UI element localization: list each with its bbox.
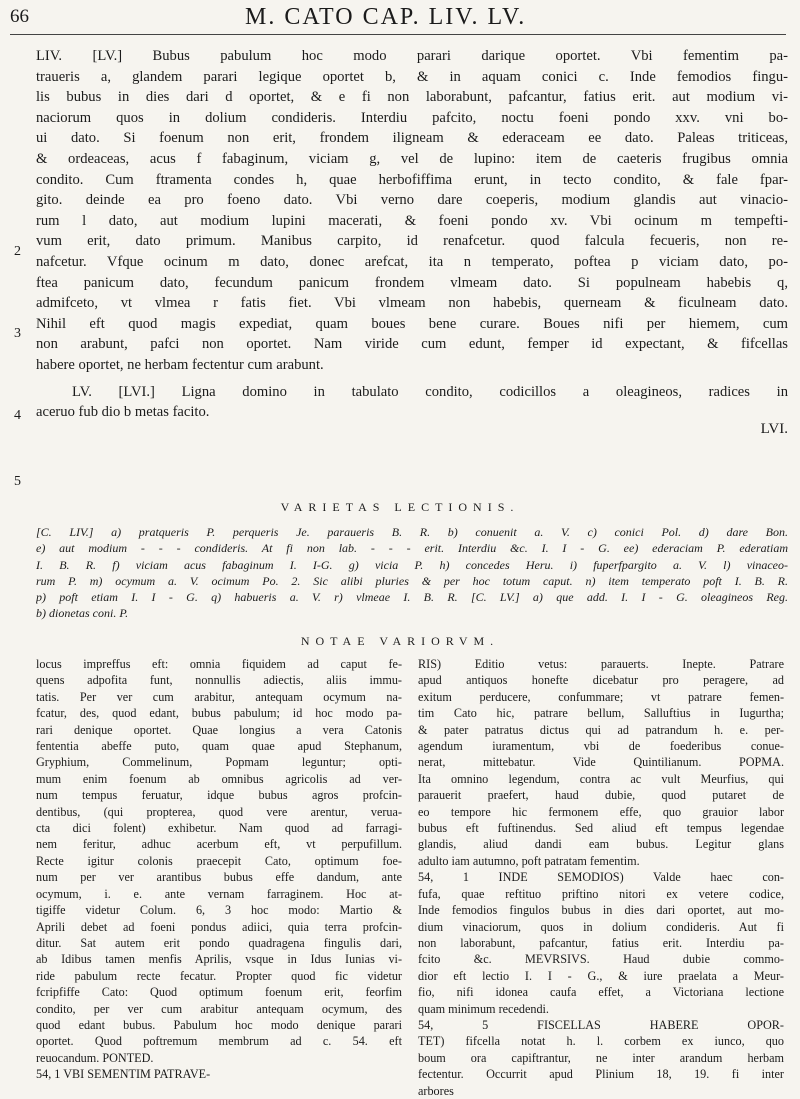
note-line: tim Cato hic, patrare bellum, Salluftius in Iugurtha;: [418, 706, 784, 721]
note-line: 54, 5 FISCELLAS HABERE OPOR-: [418, 1017, 784, 1032]
note-line: glandis, aliud dandi eam bubus. Legitur glans: [418, 837, 784, 852]
text-line: rum l dato, aut modium lupini macerati, & foeni pondo xv. Vbi ocinum m tempefti-: [36, 212, 788, 229]
text-line: admifceto, vt vlmea r fatis fiet. Vbi vlmeam non habebis, querneam & ficulneam dato.: [36, 295, 788, 312]
note-line: ab Idibus tamen menfis Aprilis, vsque in Idus Iunias vi-: [36, 952, 402, 967]
text-line: condito. Cum ftramenta condes h, quae herbofiffima erunt, in tecto condito, & fale fpar-: [36, 171, 788, 188]
notae-left-column: [36, 656, 402, 1083]
note-line: 54, 1 VBI SEMENTIM PATRAVE-: [36, 1067, 211, 1082]
note-line: quens adpofita funt, nonnullis adiectis, aliis immu-: [36, 673, 402, 688]
varia-line: I. B. R. f) viciam acus fabaginum I. I-G. g) vicia P. h) concedes Heru. i) fuperfpargito a. V. l) vinaceo-: [36, 557, 788, 572]
text-line: LV. [LVI.] Ligna domino in tabulato condito, codicillos a oleagineos, radices in: [72, 383, 788, 400]
page-number: 66: [10, 6, 29, 27]
text-line: Nihil eft quod magis expediat, quam boues bene curare. Boues nifi per hiemem, cum: [36, 315, 788, 332]
note-line: RIS) Editio vetus: parauerts. Inepte. Patrare: [418, 657, 784, 671]
note-line: boum ora capiftrantur, ne inter arandum herbam: [418, 1050, 784, 1065]
variae-lectiones: [36, 524, 788, 622]
note-line: num tempus feruatur, idque bubus agros profcin-: [36, 788, 402, 803]
note-line: Ita omnino legendum, contra ac vult Meurfius, qui: [418, 771, 784, 786]
text-line: naciorum quos in dolium condideris. Interdiu pafcito, noctu foeni pondo xxv. vni bo-: [36, 109, 788, 126]
note-line: fcatur, des, quod edant, bubus pabulum; id hoc modo pa-: [36, 706, 402, 721]
note-line: tatis. Per ver cum arabitur, antequam ocymum na-: [36, 689, 402, 704]
note-line: Inde femodios fingulos bubus in dies dari oportet, aut mo-: [418, 903, 784, 918]
note-line: fectentur. Occurrit apud Plinium 18, 19. fi inter: [418, 1067, 784, 1082]
note-line: oportet. Quod poftremum membrum ad c. 54. eft: [36, 1034, 402, 1049]
note-line: fio, nifi idonea caufa effet, a Victoriana lectione: [418, 985, 784, 1000]
text-line: LVI.: [760, 420, 788, 437]
margin-number: 4: [14, 408, 21, 423]
note-line: bubus eft fuftinendus. Sed aliud eft tempus legendae: [418, 821, 784, 836]
note-line: reuocandum. PONTED.: [36, 1050, 154, 1065]
note-line: condito, per ver cum arabitur antequam ocymum, des: [36, 1001, 402, 1016]
text-line: ftea panicum dato, fecundum panicum frondem vlmeam dato. Si populneam habebis q,: [36, 274, 788, 291]
note-line: quam minimum recedendi.: [418, 1001, 549, 1016]
text-line: lis bubus in dies dari d oportet, & e fi non laborabunt, pafcantur, fatius erit. aut modium vi-: [36, 89, 788, 106]
note-line: adulto iam autumno, poft patratam fementim.: [418, 853, 640, 868]
note-line: Recte igitur colonis praecepit Cato, optimum foe-: [36, 853, 402, 868]
text-line: LIV. [LV.] Bubus pabulum hoc modo parari darique oportet. Vbi fementim pa-: [36, 48, 788, 64]
note-line: apud antiquos honefte dicebatur pro peragere, ad: [418, 673, 784, 688]
note-line: non laborabunt, pafcantur, fatius erit. Interdiu pa-: [418, 935, 784, 950]
note-line: locus impreffus eft: omnia fiquidem ad caput fe-: [36, 657, 402, 671]
varia-line: b) dionetas coni. P.: [36, 606, 129, 621]
note-line: Aprili debet ad foeni pondus adiici, quia terra profcin-: [36, 919, 402, 934]
varia-line: [C. LIV.] a) pratqueris P. perqueris Je. paraueris B. R. b) conuenit a. V. c) conici Pol. d) dare Bon.: [36, 525, 788, 539]
note-line: dior eft lectio I. I - G., & iure praelata a Meur-: [418, 968, 784, 983]
note-line: 54, 1 INDE SEMODIOS) Valde haec con-: [418, 870, 784, 885]
note-line: tigiffe videtur Colum. 6, 3 hoc modo: Martio &: [36, 903, 402, 918]
margin-number: 3: [14, 326, 21, 341]
text-line: traueris a, glandem parari legique oportet b, & in aquam conici c. Inde femodios fingu-: [36, 68, 788, 85]
notae-right-column: [418, 656, 784, 1099]
note-line: Gryphium, Commelinum, Popmam leguntur; opti-: [36, 755, 402, 770]
note-line: num per ver arantibus bubus effe dandum, ante: [36, 870, 402, 885]
text-line: vum erit, dato primum. Manibus carpito, id renafcetur. quod falcula fecueris, non re-: [36, 233, 788, 250]
note-line: fententia abeffe puto, quam quae apud Stephanum,: [36, 739, 402, 754]
varia-line: rum P. m) ocymum a. V. ocimum Po. 2. Sic alibi pluries & per hoc totum caput. n) item temperato poft I. B. R.: [36, 573, 788, 588]
note-line: TET) fifcella notat h. l. corbem ex iunco, quo: [418, 1034, 784, 1049]
margin-number: 5: [14, 474, 21, 489]
note-line: dentibus, (qui propterea, quod vere arentur, verua-: [36, 804, 402, 819]
note-line: arbores: [418, 1083, 454, 1098]
note-line: ride pabulum recte fecatur. Propter quod fic videtur: [36, 968, 402, 983]
note-line: ocymum, i. e. ante vernam farraginem. Hoc at-: [36, 886, 402, 901]
varia-line: e) aut modium - - - condideris. At fi non lab. - - - erit. Interdiu &c. I. I - G. ee) ederaciam P. ederatiam: [36, 541, 788, 556]
note-line: quod edant bubus. Pabulum hoc modo denique parari: [36, 1017, 402, 1032]
running-title: M. CATO CAP. LIV. LV.: [245, 4, 527, 30]
text-line: aceruo fub dio b metas facito.: [36, 404, 210, 421]
note-line: fufa, quae reftituo priftino nitori ex vetere codice,: [418, 886, 784, 901]
note-line: agendum iuramentum, vbi de foederibus conue-: [418, 739, 784, 754]
text-line: gito. deinde ea pro foeno dato. Vbi verno dare coeperis, modium glandis aut vinacio-: [36, 192, 788, 209]
varia-line: p) poft etiam I. I - G. q) habueris a. V. r) vlmeae I. B. R. [C. LV.] a) que add. I. I - G. oleagineos Reg.: [36, 590, 788, 605]
note-line: mum enim foenum ab omnibus agricolis ad ver-: [36, 771, 402, 786]
note-line: exitum perducere, confummare; vt patrare femen-: [418, 689, 784, 704]
note-line: cta dici folent) exhibetur. Nam quod ad farragi-: [36, 821, 402, 836]
note-line: nerat, mittebatur. Vide Quintilianum. POPMA.: [418, 755, 784, 770]
text-line: nafcetur. Vfque ocinum m dato, donec arefcat, ita n temperato, poftea p viciam dato, po-: [36, 253, 788, 270]
notae-heading: NOTAE VARIORVM.: [300, 634, 500, 648]
header-rule: [10, 34, 786, 35]
note-line: nem feritur, adhuc acerbum eft, vt perpufillum.: [36, 837, 402, 852]
text-line: & ordeaceas, acus f fabaginum, viciam g, vel de lupino: item de caeteris frugibus omnia: [36, 150, 788, 167]
note-line: eo tempore hic fermonem effe, quo grauior labor: [418, 804, 784, 819]
note-line: fcito &c. MEVRSIVS. Haud dubie commo-: [418, 952, 784, 967]
note-line: parauerit praefert, haud dubie, quod putaret de: [418, 788, 784, 803]
text-line: habere oportet, ne herbam fectentur cum arabunt.: [36, 356, 324, 373]
note-line: fcripfiffe Cato: Quod optimum foenum erit, feorfim: [36, 985, 402, 1000]
text-line: non arabunt, pafci non oportet. Nam viride cum edunt, femper id expectant, & fifcellas: [36, 336, 788, 353]
main-text: [36, 46, 788, 439]
text-line: ui dato. Si foenum non erit, frondem iligneam & ederaceam ee dato. Paleas triticeas,: [36, 130, 788, 147]
note-line: dium vinaciorum, quos in dolium condideris. Aut fi: [418, 919, 784, 934]
margin-number: 2: [14, 244, 21, 259]
note-line: & pater patratus dictus qui ad patrandum h. e. per-: [418, 722, 784, 737]
running-header: [0, 6, 800, 36]
note-line: rari denique oportet. Quae longius a vera Catonis: [36, 722, 402, 737]
variae-lectiones-heading: VARIETAS LECTIONIS.: [280, 500, 520, 514]
note-line: ditur. Sat autem erit pondo quadragena fingulis dari,: [36, 935, 402, 950]
